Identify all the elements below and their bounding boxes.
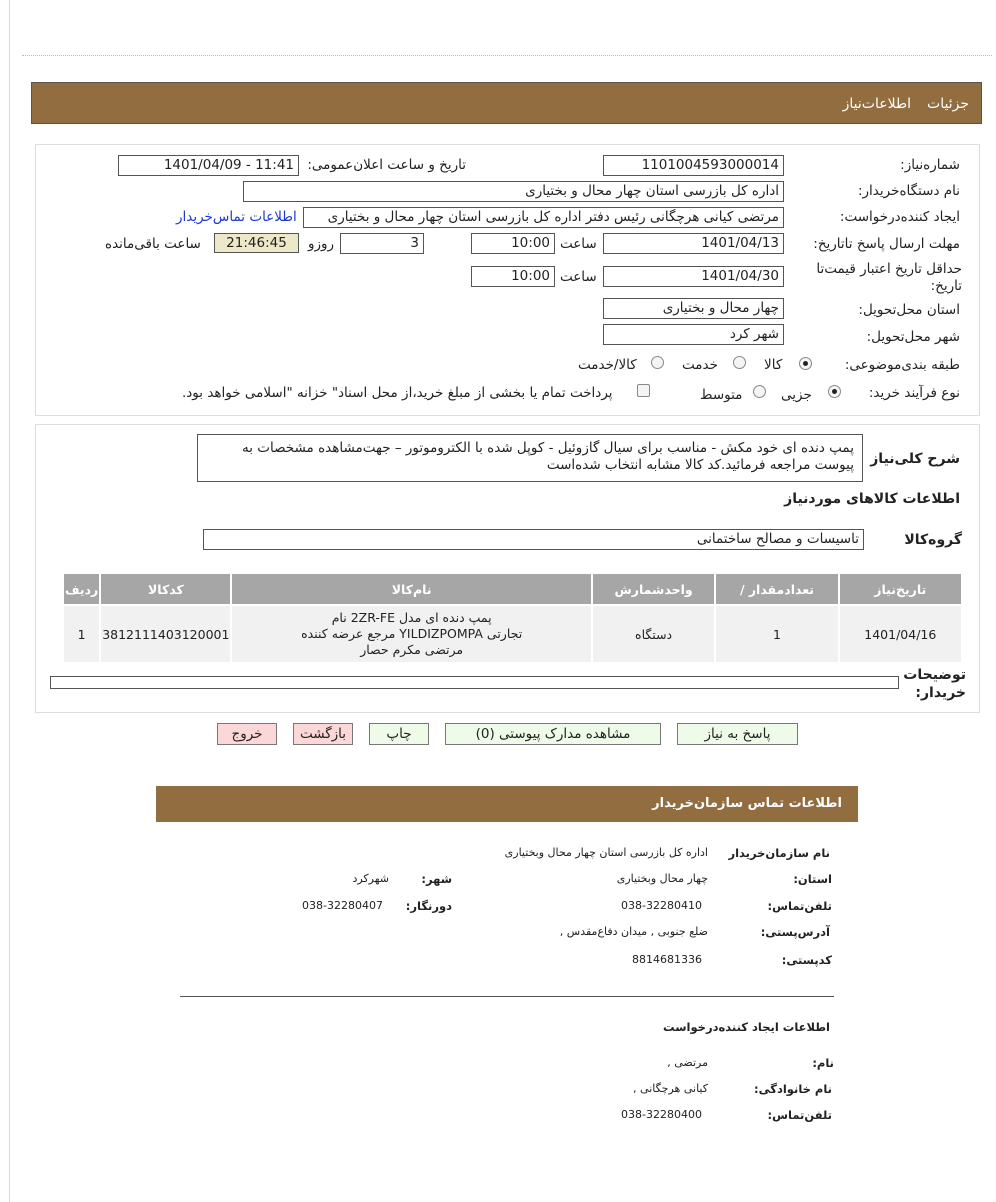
- creator-phone-label: تلفن‌تماس:: [767, 1108, 832, 1122]
- cell-row: 1: [63, 605, 100, 663]
- radio-partial-label: جزیی: [781, 387, 812, 403]
- category-label: طبقه بندی‌موضوعی:: [844, 357, 960, 373]
- validity-time-label: ساعت: [560, 269, 597, 285]
- countdown-timer: 21:46:45: [214, 233, 299, 253]
- treasury-checkbox[interactable]: [637, 384, 650, 397]
- contact-title-bar: [156, 786, 858, 822]
- deadline-time-field: 10:00: [471, 233, 555, 254]
- org-value: اداره کل بازرسی استان چهار محال وبختیاری: [504, 846, 708, 859]
- buyer-notes-label-2: خریدار:: [915, 685, 966, 701]
- table-header-row: [63, 573, 962, 605]
- deadline-label: مهلت ارسال پاسخ تا‌تاریخ:: [813, 236, 960, 252]
- contact-title: اطلاعات تماس سازمان‌خریدار: [652, 796, 842, 811]
- validity-label: حداقل تاریخ اعتبار قیمت‌تا: [816, 261, 962, 277]
- cell-name-line2: تجارتی YILDIZPOMPA مرجع عرضه کننده: [301, 626, 523, 641]
- radio-medium-label: متوسط: [700, 387, 743, 403]
- summary-label: شرح کلی‌نیاز: [870, 451, 960, 467]
- province-label: استان محل‌تحویل:: [858, 302, 960, 318]
- cell-date: 1401/04/16: [839, 605, 962, 663]
- city-contact-label: شهر:: [421, 872, 452, 886]
- family-value: کیانی هرچگانی ,: [633, 1082, 708, 1095]
- address-label: آدرس‌پستی:: [760, 925, 830, 939]
- creator-label: ایجاد کننده‌درخواست:: [839, 209, 960, 225]
- tab-need-info[interactable]: اطلاعات‌نیاز: [842, 96, 911, 112]
- remaining-label: ساعت باقی‌مانده: [105, 236, 201, 252]
- days-label: روزو: [308, 236, 335, 252]
- buyer-contact-link[interactable]: اطلاعات تماس‌خریدار: [176, 209, 297, 225]
- deadline-time-label: ساعت: [560, 236, 597, 252]
- radio-service[interactable]: [733, 356, 746, 369]
- radio-service-label: خدمت: [682, 357, 718, 373]
- col-qty: تعدادمقدار /: [715, 573, 838, 605]
- cell-code: 3812111403120001: [100, 605, 231, 663]
- summary-text: پمپ دنده ای خود مکش - مناسب برای سیال گازوئیل - کوپل شده با الکتروموتور – جهت‌مشاهده مشخصات به پیوست مراجعه فرمائید.کد کالا مشابه انتخاب شده‌است: [197, 434, 863, 482]
- reply-button[interactable]: پاسخ به نیاز: [677, 723, 798, 745]
- buyer-org-field: اداره کل بازرسی استان چهار محال و بختیاری: [243, 181, 784, 202]
- need-number-field: 1101004593000014: [603, 155, 784, 176]
- buyer-notes-field: [50, 676, 899, 689]
- postal-value: 8814681336: [632, 953, 702, 966]
- cell-name: [231, 605, 591, 663]
- announce-field: 1401/04/09 - 11:41: [118, 155, 299, 176]
- radio-partial[interactable]: [828, 385, 841, 398]
- table-row: [63, 605, 962, 663]
- tab-details[interactable]: جزئیات: [927, 96, 969, 112]
- attachments-button[interactable]: مشاهده مدارک پیوستی (0): [445, 723, 661, 745]
- province-contact-value: چهار محال وبختیاری: [616, 872, 708, 885]
- radio-medium[interactable]: [753, 385, 766, 398]
- deadline-date-field: 1401/04/13: [603, 233, 784, 254]
- creator-field: مرتضی کیانی هرچگانی رئیس دفتر اداره کل بازرسی استان چهار محال و بختیاری: [303, 207, 784, 228]
- validity-date-field: 1401/04/30: [603, 266, 784, 287]
- radio-goods-service[interactable]: [651, 356, 664, 369]
- radio-goods-label: کالا: [764, 357, 783, 373]
- dotted-divider: [22, 55, 992, 56]
- days-field: 3: [340, 233, 424, 254]
- fax-label: دورنگار:: [405, 899, 452, 913]
- radio-goods-service-label: کالا/خدمت: [578, 357, 637, 373]
- cell-qty: 1: [715, 605, 838, 663]
- creator-info-title: اطلاعات ایجاد کننده‌درخواست: [663, 1020, 830, 1034]
- radio-goods[interactable]: [799, 357, 812, 370]
- creator-phone-value: 038-32280400: [621, 1108, 702, 1121]
- col-date: تاریخ‌نیاز: [839, 573, 962, 605]
- goods-group-field: تاسیسات و مصالح ساختمانی: [203, 529, 864, 550]
- process-label: نوع فرآیند خرید:: [868, 385, 960, 401]
- city-field: شهر کرد: [603, 324, 784, 345]
- address-value: ضلع جنوبی , میدان دفاع‌مقدس ,: [559, 925, 708, 938]
- name-value: مرتضی ,: [667, 1056, 708, 1069]
- city-contact-value: شهرکرد: [352, 872, 389, 885]
- cell-name-line1: پمپ دنده ای مدل 2ZR-FE نام: [331, 610, 492, 625]
- name-label: نام:: [812, 1056, 834, 1070]
- cell-name-line3: مرتضی مکرم حصار: [360, 642, 464, 657]
- treasury-note: پرداخت تمام یا بخشی از مبلغ خرید،از محل اسناد" خزانه "اسلامی خواهد بود.: [182, 385, 613, 401]
- city-label: شهر محل‌تحویل:: [866, 329, 960, 345]
- need-number-label: شماره‌نیاز:: [900, 157, 960, 173]
- col-code: کدکالا: [100, 573, 231, 605]
- exit-button[interactable]: خروج: [217, 723, 277, 745]
- col-name: نام‌کالا: [231, 573, 591, 605]
- validity-time-field: 10:00: [471, 266, 555, 287]
- province-field: چهار محال و بختیاری: [603, 298, 784, 319]
- print-button[interactable]: چاپ: [369, 723, 429, 745]
- goods-group-label: گروه‌کالا: [904, 532, 962, 548]
- col-unit: واحدشمارش: [592, 573, 715, 605]
- org-label: نام سازمان‌خریدار: [728, 846, 830, 860]
- fax-value: 038-32280407: [302, 899, 383, 912]
- buyer-notes-label: توضیحات: [903, 667, 966, 683]
- province-contact-label: استان:: [793, 872, 832, 886]
- cell-unit: دستگاه: [592, 605, 715, 663]
- validity-label-2: تاریخ:: [930, 278, 962, 294]
- postal-label: کد‌پستی:: [781, 953, 832, 967]
- phone-label: تلفن‌تماس:: [767, 899, 832, 913]
- announce-label: تاریخ و ساعت اعلان‌عمومی:: [307, 157, 466, 173]
- family-label: نام خانوادگی:: [754, 1082, 832, 1096]
- back-button[interactable]: بازگشت: [293, 723, 353, 745]
- contact-divider: [180, 996, 834, 997]
- goods-info-title: اطلاعات کالاهای موردنیاز: [784, 491, 960, 507]
- goods-table: [62, 572, 963, 664]
- buyer-org-label: نام دستگاه‌خریدار:: [857, 183, 960, 199]
- left-border: [9, 0, 10, 1202]
- title-bar: [31, 82, 982, 124]
- phone-value: 038-32280410: [621, 899, 702, 912]
- col-row: ردیف: [63, 573, 100, 605]
